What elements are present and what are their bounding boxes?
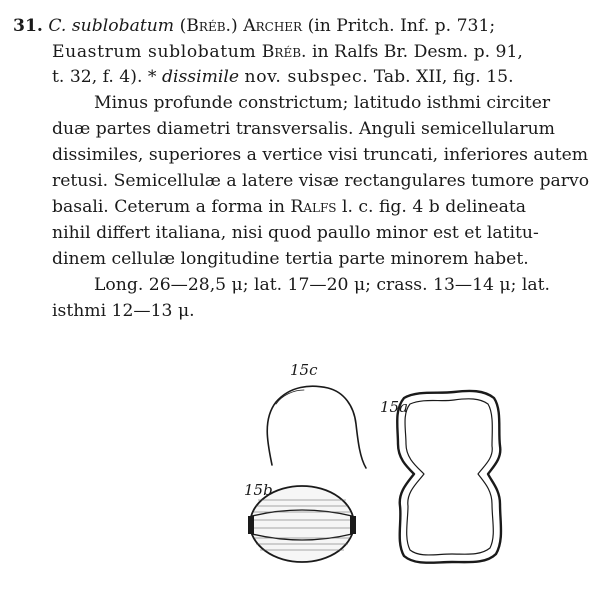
- subspecies-status: nov. subspec.: [244, 67, 369, 87]
- description-text: duæ partes diametri transversalis. Anguli semicellularum: [52, 119, 555, 139]
- description-text: Minus profunde constrictum; latitudo isthmi circiter: [94, 93, 551, 113]
- figure-15a: [397, 391, 501, 563]
- figure-label-15a: 15a: [380, 398, 409, 416]
- entry-line-1: [13, 14, 495, 38]
- asterisk-marker: *: [147, 67, 157, 87]
- entry-number: 31.: [13, 16, 43, 36]
- subspecies-name: dissimile: [161, 67, 240, 87]
- description-line-2: [52, 117, 555, 141]
- plate-reference: Tab. XII, fig. 15.: [373, 67, 514, 87]
- species-name: C. sublobatum: [48, 16, 175, 36]
- paren-close: ): [231, 16, 238, 36]
- reference-table: t. 32, f. 4).: [52, 67, 143, 87]
- description-line-1: [94, 91, 550, 115]
- reference-pritchard: (in Pritch. Inf. p. 731;: [307, 16, 496, 36]
- description-line-3: [52, 143, 588, 167]
- figure-illustrations: [232, 350, 532, 600]
- paren-open: (: [179, 16, 187, 36]
- author-archer: Archer: [243, 16, 303, 36]
- entry-line-2: [52, 40, 523, 64]
- reference-ralfs: in Ralfs Br. Desm. p. 91,: [311, 42, 523, 62]
- figure-svg: [232, 350, 532, 600]
- description-text: l. c. fig. 4 b delineata: [341, 197, 527, 217]
- measurements-text: Long. 26—28,5 μ; lat. 17—20 μ; crass. 13—14 μ; lat.: [94, 275, 550, 295]
- description-line-7: [52, 247, 529, 271]
- figure-label-15b: 15b: [244, 481, 273, 499]
- measurements-line-1: [94, 273, 550, 297]
- entry-line-3: [52, 65, 514, 89]
- author-ralfs: Ralfs: [290, 197, 337, 217]
- measurements-text: isthmi 12—13 μ.: [52, 301, 195, 321]
- description-text: nihil differt italiana, nisi quod paullo minor est et latitu-: [52, 223, 539, 243]
- description-line-4: [52, 169, 589, 193]
- synonym-name: Euastrum sublobatum: [52, 42, 257, 62]
- description-text: dinem cellulæ longitudine tertia parte minorem habet.: [52, 249, 529, 269]
- description-text: retusi. Semicellulæ a latere visæ rectangulares tumore parvo: [52, 171, 590, 191]
- measurements-line-2: [52, 299, 195, 323]
- description-text: basali. Ceterum a forma in: [52, 197, 285, 217]
- figure-label-15c: 15c: [290, 361, 318, 379]
- description-line-6: [52, 221, 539, 245]
- synonym-author: Bréb.: [261, 42, 307, 62]
- figure-15c: [267, 386, 366, 468]
- author-breb: Bréb.: [186, 16, 232, 36]
- description-line-5: [52, 195, 526, 219]
- description-text: dissimiles, superiores a vertice visi truncati, inferiores autem: [52, 145, 589, 165]
